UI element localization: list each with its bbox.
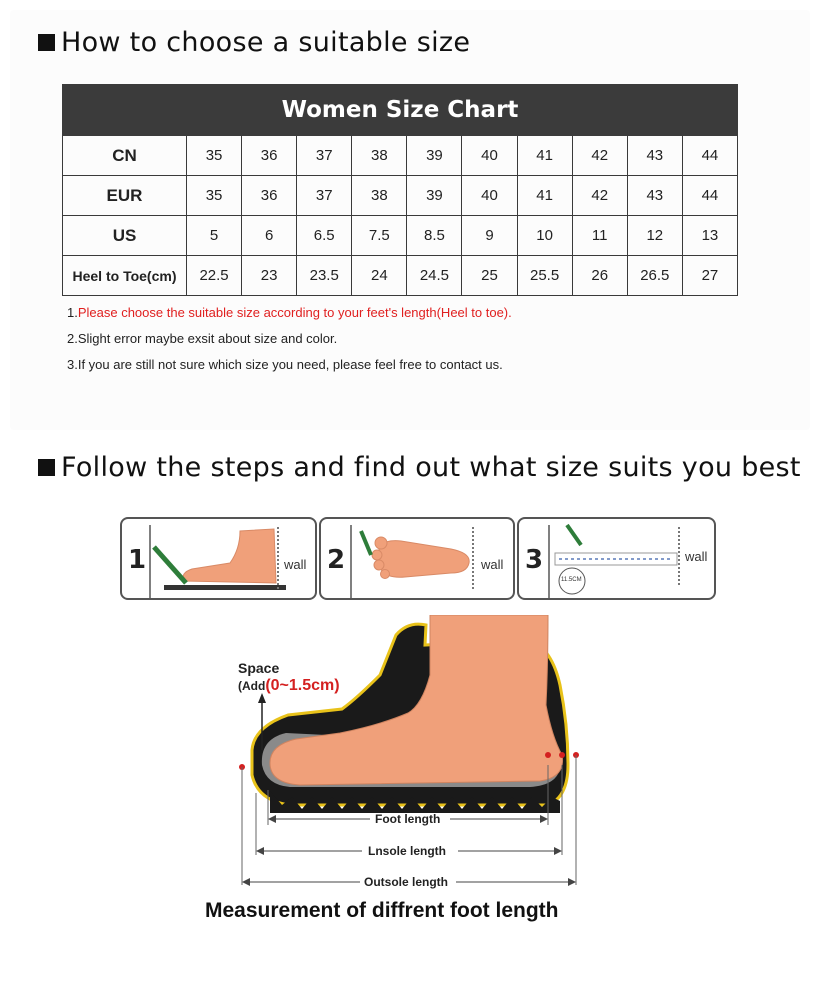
size-chart-cell: 39 <box>407 136 462 176</box>
size-chart-cell: 39 <box>407 176 462 216</box>
space-label: Space <box>238 660 280 676</box>
size-chart-cell: 26.5 <box>627 256 682 296</box>
size-chart-cell: 13 <box>682 216 737 256</box>
size-chart-cell: 40 <box>462 136 517 176</box>
square-bullet-icon <box>38 459 55 476</box>
size-chart-cell: 35 <box>187 136 242 176</box>
size-chart-cell: 24.5 <box>407 256 462 296</box>
size-chart-cell: 38 <box>352 176 407 216</box>
size-chart-cell: 8.5 <box>407 216 462 256</box>
size-chart-row <box>63 256 738 296</box>
space-add-range: (0~1.5cm) <box>265 677 340 694</box>
size-chart-title: Women Size Chart <box>63 85 738 136</box>
size-chart-cell: 23 <box>242 256 297 296</box>
size-chart-cell: 44 <box>682 176 737 216</box>
size-chart-cell: 26 <box>572 256 627 296</box>
size-chart-cell: 7.5 <box>352 216 407 256</box>
step-2-card <box>319 517 515 600</box>
step-3-number: 3 <box>525 545 544 575</box>
size-chart-cell: 6.5 <box>297 216 352 256</box>
size-chart-cell: 12 <box>627 216 682 256</box>
section-heading-text: Follow the steps and find out what size suits you best <box>61 452 801 483</box>
square-bullet-icon <box>38 34 55 51</box>
step-2-wall-label: wall <box>481 557 504 572</box>
section-heading-choose-size <box>38 27 470 58</box>
outsole-length-label: Outsole length <box>364 875 448 889</box>
insole-length-label: Lnsole length <box>368 844 446 858</box>
note-2: 2.Slight error maybe exsit about size and color. <box>67 331 338 346</box>
measurement-steps <box>120 517 716 602</box>
section-heading-steps <box>38 452 801 483</box>
size-chart-cell: 36 <box>242 136 297 176</box>
size-chart-cell: 41 <box>517 136 572 176</box>
step-3-card <box>517 517 716 600</box>
step-2-number: 2 <box>327 545 346 575</box>
size-chart-title-row <box>63 85 738 136</box>
space-add-prefix: (Add <box>238 679 266 693</box>
size-chart-cell: 40 <box>462 176 517 216</box>
size-chart-cell: 27 <box>682 256 737 296</box>
size-chart-cell: 37 <box>297 136 352 176</box>
size-chart-cell: 23.5 <box>297 256 352 296</box>
foot-length-label: Foot length <box>375 812 441 826</box>
size-chart-cell: 22.5 <box>187 256 242 296</box>
size-chart-row-label: Heel to Toe(cm) <box>63 256 187 296</box>
size-chart-cell: 6 <box>242 216 297 256</box>
note-1 <box>67 305 512 320</box>
size-chart-cell: 38 <box>352 136 407 176</box>
size-chart-cell: 35 <box>187 176 242 216</box>
size-chart-row-label: CN <box>63 136 187 176</box>
size-chart-cell: 25.5 <box>517 256 572 296</box>
size-chart-cell: 43 <box>627 136 682 176</box>
size-chart-cell: 25 <box>462 256 517 296</box>
diagram-caption: Measurement of diffrent foot length <box>205 899 559 922</box>
section-heading-text: How to choose a suitable size <box>61 27 471 58</box>
size-chart-cell: 9 <box>462 216 517 256</box>
size-chart-cell: 11 <box>572 216 627 256</box>
step-1-number: 1 <box>128 545 147 575</box>
size-chart-row <box>63 216 738 256</box>
size-chart-cell: 36 <box>242 176 297 216</box>
size-chart-cell: 5 <box>187 216 242 256</box>
size-chart-cell: 42 <box>572 176 627 216</box>
note-3: 3.If you are still not sure which size you need, please feel free to contact us. <box>67 357 503 372</box>
size-chart-row <box>63 136 738 176</box>
note-1-prefix: 1. <box>67 305 78 320</box>
space-add-label <box>238 677 340 695</box>
size-chart-cell: 42 <box>572 136 627 176</box>
note-1-text: Please choose the suitable size according to your feet's length(Heel to toe). <box>77 305 512 320</box>
size-chart-row-label: US <box>63 216 187 256</box>
foot-measurement-diagram <box>230 615 610 905</box>
step-1-wall-label: wall <box>284 557 307 572</box>
size-chart-row-label: EUR <box>63 176 187 216</box>
size-chart-cell: 24 <box>352 256 407 296</box>
size-chart-cell: 10 <box>517 216 572 256</box>
size-chart-cell: 44 <box>682 136 737 176</box>
size-chart-cell: 37 <box>297 176 352 216</box>
size-chart-row <box>63 176 738 216</box>
women-size-chart-table <box>62 84 738 296</box>
step-1-card <box>120 517 317 600</box>
size-chart-cell: 43 <box>627 176 682 216</box>
step-3-wall-label: wall <box>685 549 708 564</box>
step-3-ruler-badge: 11.5CM <box>561 577 582 583</box>
size-chart-cell: 41 <box>517 176 572 216</box>
